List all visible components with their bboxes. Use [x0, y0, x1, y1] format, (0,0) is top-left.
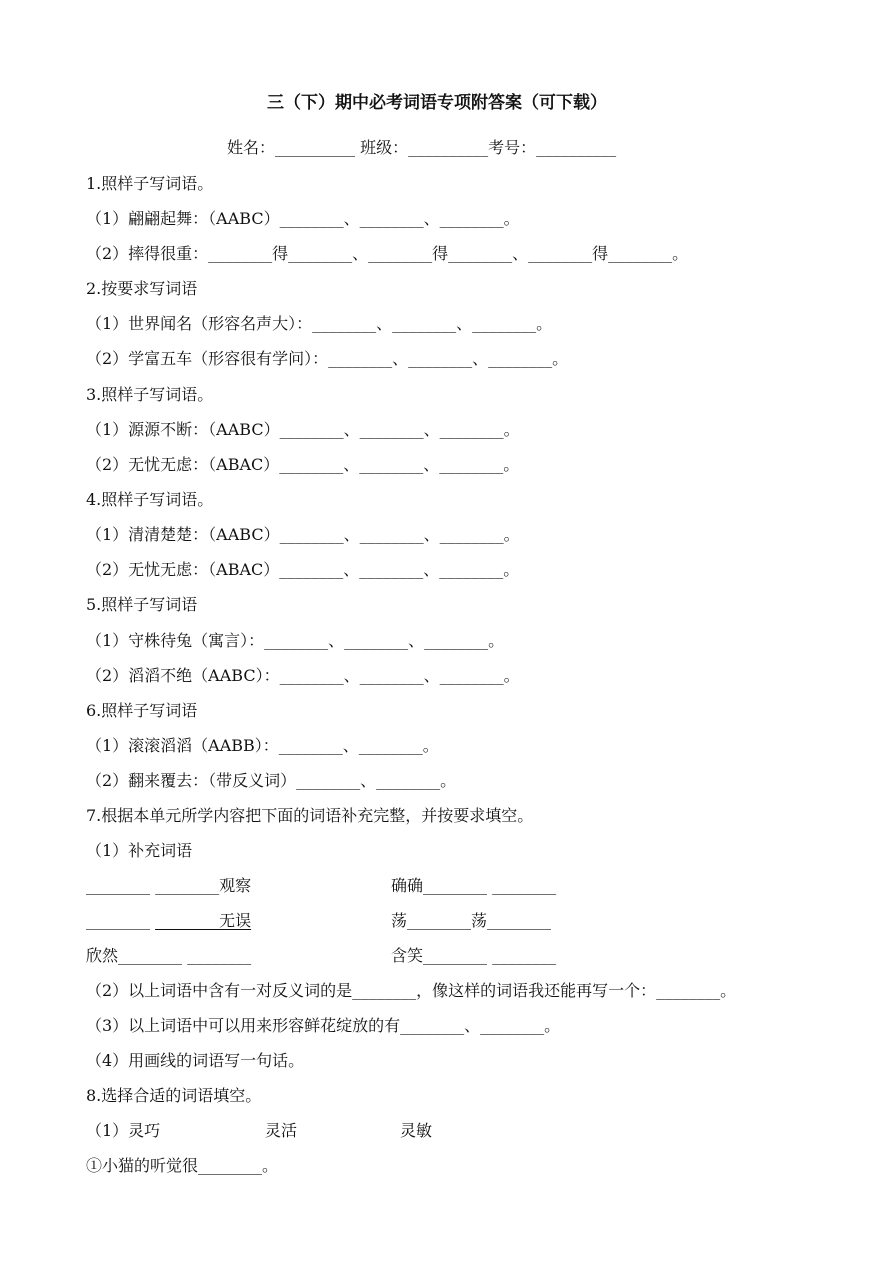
question-1-item-2: （2）摔得很重：________得________、________得________、________得________。: [86, 244, 689, 263]
question-3-item-2: （2）无忧无虑：（ABAC）________、________、________。: [86, 455, 520, 474]
question-2-heading: 2.按要求写词语: [86, 279, 198, 298]
question-1-item-1: （1）翩翩起舞：（AABC）________、________、________。: [86, 209, 520, 228]
question-5-item-2: （2）滔滔不绝（AABC）：________、________、________。: [86, 666, 520, 685]
student-info-line: 姓名：__________ 班级：__________考号：__________: [227, 138, 617, 157]
word-grid-row-2-blank: ________: [86, 911, 156, 930]
word-grid-row-3-right: 含笑________ ________: [391, 946, 557, 965]
question-5-item-1: （1）守株待兔（寓言）：________、________、________。: [86, 631, 505, 650]
question-2-item-1: （1）世界闻名（形容名声大）：________、________、________。: [86, 314, 553, 333]
question-4-item-1: （1）清清楚楚：（AABC）________、________、________。: [86, 525, 520, 544]
question-1-heading: 1.照样子写词语。: [86, 174, 214, 193]
question-4-item-2: （2）无忧无虑：（ABAC）________、________、________。: [86, 560, 520, 579]
word-grid-row-1-right: 确确________ ________: [391, 876, 557, 895]
question-8-heading: 8.选择合适的词语填空。: [86, 1086, 262, 1105]
question-7-heading: 7.根据本单元所学内容把下面的词语补充完整，并按要求填空。: [86, 806, 534, 825]
question-7-sub-1: （1）补充词语: [86, 841, 193, 860]
question-7-sub-2: （2）以上词语中含有一对反义词的是________，像这样的词语我还能再写一个：________。: [86, 981, 737, 1000]
question-8-option-2: 灵活: [265, 1121, 298, 1140]
word-grid-row-2-left: [86, 910, 251, 932]
page-title: 三（下）期中必考词语专项附答案（可下载）: [267, 93, 607, 113]
question-6-item-1: （1）滚滚滔滔（AABB）：________、________。: [86, 736, 439, 755]
question-4-heading: 4.照样子写词语。: [86, 490, 214, 509]
question-6-heading: 6.照样子写词语: [86, 701, 198, 720]
question-5-heading: 5.照样子写词语: [86, 595, 198, 614]
word-grid-row-2-right: 荡________荡________: [391, 911, 552, 930]
question-3-item-1: （1）源源不断：（AABC）________、________、________。: [86, 420, 520, 439]
question-7-sub-4: （4）用画线的词语写一句话。: [86, 1051, 305, 1070]
question-8-option-3: 灵敏: [400, 1121, 433, 1140]
question-7-sub-3: （3）以上词语中可以用来形容鲜花绽放的有________、________。: [86, 1016, 561, 1035]
question-8-sentence-1: ①小猫的听觉很________。: [86, 1156, 279, 1175]
question-3-heading: 3.照样子写词语。: [86, 385, 214, 404]
question-6-item-2: （2）翻来覆去：（带反义词）________、________。: [86, 771, 457, 790]
word-grid-row-3-left: 欣然________ ________: [86, 946, 252, 965]
question-8-option-1: （1）灵巧: [86, 1121, 161, 1140]
question-2-item-2: （2）学富五车（形容很有学问）：________、________、________。: [86, 349, 569, 368]
word-grid-row-1-left: ________ ________观察: [86, 876, 252, 895]
underlined-word: ________无误: [155, 911, 252, 930]
